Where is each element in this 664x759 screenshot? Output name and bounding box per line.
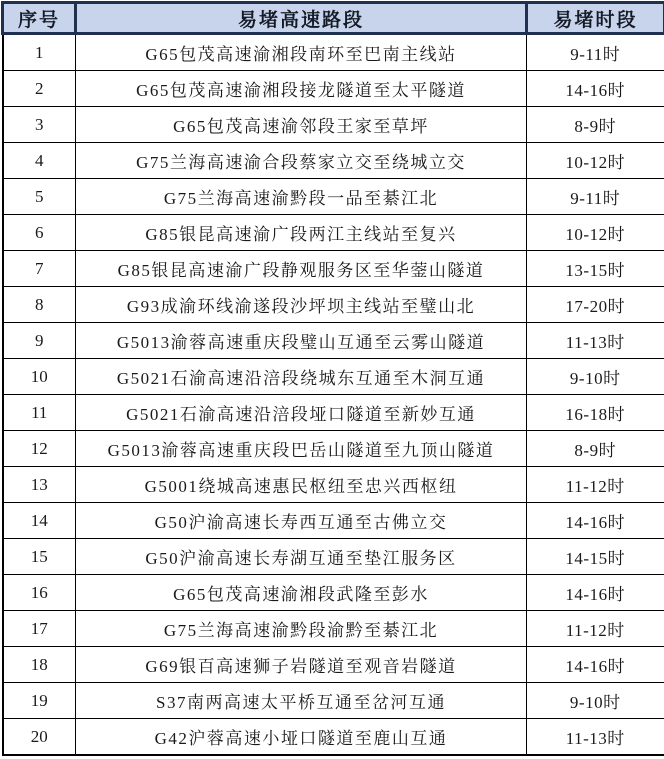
cell-period: 9-10时 [527,359,664,395]
cell-index: 6 [3,215,76,251]
table-row [3,179,664,215]
cell-period: 11-12时 [527,611,664,647]
cell-index: 10 [3,359,76,395]
header-cell-period: 易堵时段 [527,3,664,34]
cell-index: 3 [3,107,76,143]
cell-section: G5001绕城高速惠民枢纽至忠兴西枢纽 [76,467,527,503]
cell-period: 8-9时 [527,107,664,143]
table-row [3,575,664,611]
table-row [3,34,664,71]
table-row [3,251,664,287]
cell-section: G50沪渝高速长寿西互通至古佛立交 [76,503,527,539]
cell-section: G65包茂高速渝邻段王家至草坪 [76,107,527,143]
cell-section: G65包茂高速渝湘段接龙隧道至太平隧道 [76,71,527,107]
cell-period: 11-12时 [527,467,664,503]
cell-period: 17-20时 [527,287,664,323]
header-cell-section: 易堵高速路段 [76,3,527,34]
cell-section: G50沪渝高速长寿湖互通至垫江服务区 [76,539,527,575]
cell-section: G5013渝蓉高速重庆段璧山互通至云雾山隧道 [76,323,527,359]
table-row [3,647,664,683]
cell-period: 14-16时 [527,71,664,107]
cell-index: 20 [3,719,76,756]
cell-section: G5013渝蓉高速重庆段巴岳山隧道至九顶山隧道 [76,431,527,467]
cell-index: 19 [3,683,76,719]
cell-period: 14-16时 [527,503,664,539]
cell-section: S37南两高速太平桥互通至岔河互通 [76,683,527,719]
cell-period: 9-11时 [527,34,664,71]
cell-index: 15 [3,539,76,575]
cell-period: 11-13时 [527,323,664,359]
cell-section: G69银百高速狮子岩隧道至观音岩隧道 [76,647,527,683]
cell-section: G5021石渝高速沿涪段垭口隧道至新妙互通 [76,395,527,431]
cell-section: G5021石渝高速沿涪段绕城东互通至木洞互通 [76,359,527,395]
table-row [3,287,664,323]
cell-index: 11 [3,395,76,431]
cell-index: 16 [3,575,76,611]
table-body [3,34,664,756]
cell-section: G93成渝环线渝遂段沙坪坝主线站至璧山北 [76,287,527,323]
table-header [3,3,664,34]
table-row [3,539,664,575]
cell-period: 10-12时 [527,143,664,179]
congestion-table [1,1,664,756]
table-row [3,395,664,431]
cell-index: 17 [3,611,76,647]
cell-section: G75兰海高速渝黔段一品至綦江北 [76,179,527,215]
cell-index: 18 [3,647,76,683]
cell-period: 9-10时 [527,683,664,719]
cell-period: 14-16时 [527,575,664,611]
cell-index: 1 [3,34,76,71]
cell-section: G85银昆高速渝广段两江主线站至复兴 [76,215,527,251]
cell-section: G75兰海高速渝合段蔡家立交至绕城立交 [76,143,527,179]
table-row [3,431,664,467]
cell-section: G75兰海高速渝黔段渝黔至綦江北 [76,611,527,647]
cell-period: 10-12时 [527,215,664,251]
table-row [3,611,664,647]
table-row [3,215,664,251]
table-row [3,683,664,719]
cell-index: 2 [3,71,76,107]
header-row [3,3,664,34]
cell-section: G65包茂高速渝湘段南环至巴南主线站 [76,34,527,71]
cell-period: 16-18时 [527,395,664,431]
cell-section: G42沪蓉高速小垭口隧道至鹿山互通 [76,719,527,756]
table-row [3,503,664,539]
cell-period: 11-13时 [527,719,664,756]
table-row [3,323,664,359]
cell-index: 8 [3,287,76,323]
cell-index: 5 [3,179,76,215]
cell-index: 7 [3,251,76,287]
table-row [3,107,664,143]
cell-section: G65包茂高速渝湘段武隆至彭水 [76,575,527,611]
cell-period: 9-11时 [527,179,664,215]
header-cell-index: 序号 [3,3,76,34]
cell-index: 12 [3,431,76,467]
cell-period: 13-15时 [527,251,664,287]
cell-period: 8-9时 [527,431,664,467]
table-row [3,719,664,756]
table-row [3,71,664,107]
cell-index: 4 [3,143,76,179]
table-row [3,143,664,179]
cell-section: G85银昆高速渝广段静观服务区至华蓥山隧道 [76,251,527,287]
cell-period: 14-16时 [527,647,664,683]
cell-index: 14 [3,503,76,539]
cell-index: 13 [3,467,76,503]
table-row [3,359,664,395]
cell-index: 9 [3,323,76,359]
cell-period: 14-15时 [527,539,664,575]
table-row [3,467,664,503]
